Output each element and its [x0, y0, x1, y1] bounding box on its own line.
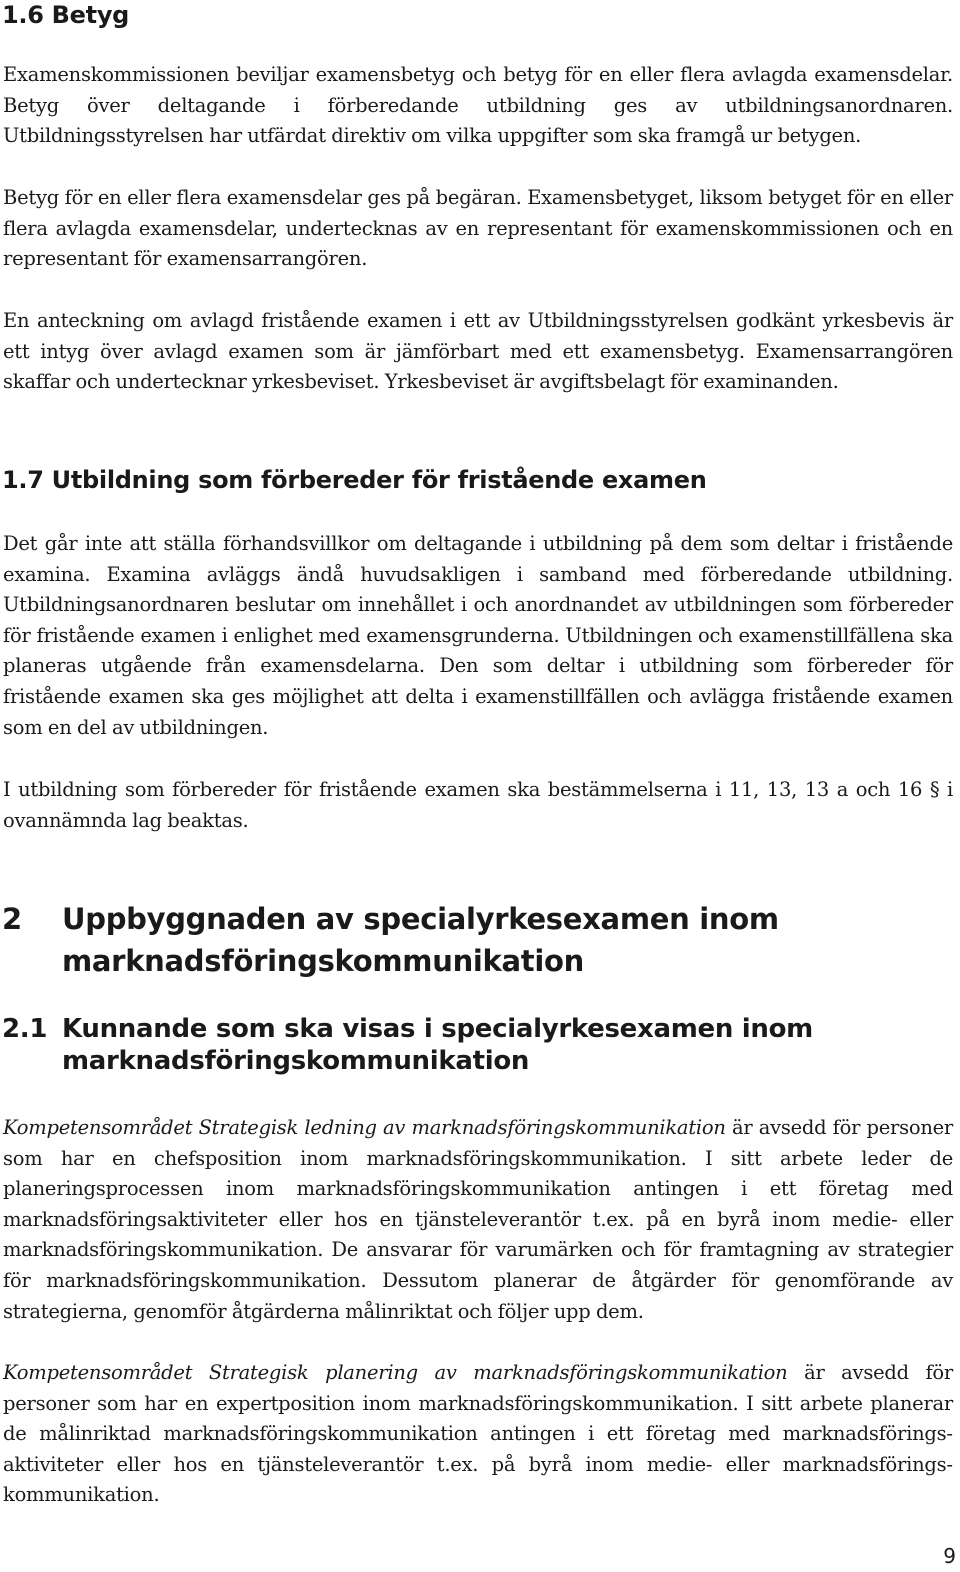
section-title-2: Uppbyggnaden av specialyrkesexamen inom marknadsföringskommunikation [62, 902, 779, 978]
section-heading-1-7: 1.7 Utbildning som förbereder för fristående examen [2, 466, 707, 494]
paragraph-1-6-1: Examenskommissionen beviljar examensbetyg och betyg för en eller flera avlagda examensdelar. Betyg över deltagande i förberedande utbildning ges av utbildningsanordnaren. Utbildningsstyrelsen har utfärdat direktiv om vilka uppgifter som ska framgå ur betygen. [3, 63, 953, 148]
paragraph-1-6-3: En anteckning om avlagd fristående examen i ett av Utbildningsstyrelsen godkänt yrkesbevis är ett intyg över avlagd examen som är jämförbart med ett examensbetyg. Examensarrangören skaffar och undertecknar yrkesbeviset. Yrkesbeviset är avgiftsbelagt för examinanden. [3, 309, 953, 394]
section-heading-2-1 [2, 1013, 932, 1083]
paragraph-1-6-2: Betyg för en eller flera examensdelar ges på begäran. Examensbetyget, liksom betyget för en eller flera avlagda examensdelar, undertecknas av en representant för examenskommissionen och en representant för examensarrangören. [3, 186, 953, 271]
section-heading-1-6: 1.6 Betyg [2, 1, 130, 29]
competence-area-name: Kompetensområdet Strategisk ledning av marknadsföringskommunikation [3, 1116, 726, 1139]
paragraph-2-1-2 [3, 1358, 953, 1511]
section-number-2: 2 [2, 902, 22, 936]
paragraph-2-1-1 [3, 1113, 953, 1327]
paragraph-1-7-1: Det går inte att ställa förhandsvillkor om deltagande i utbildning på dem som deltar i fristående examina. Examina avläggs ändå huvudsakligen i samband med förberedande utbildning. Utbildningsanordnaren beslutar om innehållet i och anordnandet av utbildningen som förbereder för fristående examen i enlighet med examensgrunderna. Utbildningen och examenstillfällena ska planeras utgående från examensdelarna. Den som deltar i utbildning som förbereder för fristående examen ska ges möjlighet att delta i examenstillfällen och avlägga fristående examen som en del av utbildningen. [3, 532, 953, 739]
section-number-2-1: 2.1 [2, 1014, 48, 1044]
paragraph-1-7-2: I utbildning som förbereder för fristående examen ska bestämmelserna i 11, 13, 13 a och 16 § i ovannämnda lag beaktas. [3, 778, 953, 832]
paragraph-2-1-2-text: är avsedd för personer som har en expertposition inom marknadsföringskommunikation. I sitt arbete planerar de målinriktad marknadsföringskommunikation antingen i ett företag med marknadsföringsaktiviteter eller hos en tjänsteleverantör t.ex. på byrå inom medie- eller marknadsföringskommunikation. [3, 1361, 953, 1507]
section-heading-2 [2, 898, 932, 988]
page-number: 9 [943, 1544, 956, 1568]
section-title-2-1: Kunnande som ska visas i specialyrkesexamen inom marknadsföringskommunikation [62, 1014, 813, 1076]
competence-area-name: Kompetensområdet Strategisk planering av marknadsföringskommunikation [3, 1361, 788, 1384]
paragraph-2-1-1-text: är avsedd för personer som har en chefsposition inom marknadsföringskommunikation. I sitt arbete leder de planeringsprocessen inom marknadsföringskommunikation antingen i ett företag med marknadsföringsaktiviteter eller hos en tjänsteleverantör t.ex. på en byrå inom medie- eller marknadsföringskommunikation. De ansvarar för varumärken och för framtagning av strategier för marknadsföringskommunikation. Dessutom planerar de åtgärder för genomförande av strategierna, genomför åtgärderna målinriktat och följer upp dem. [3, 1116, 953, 1323]
